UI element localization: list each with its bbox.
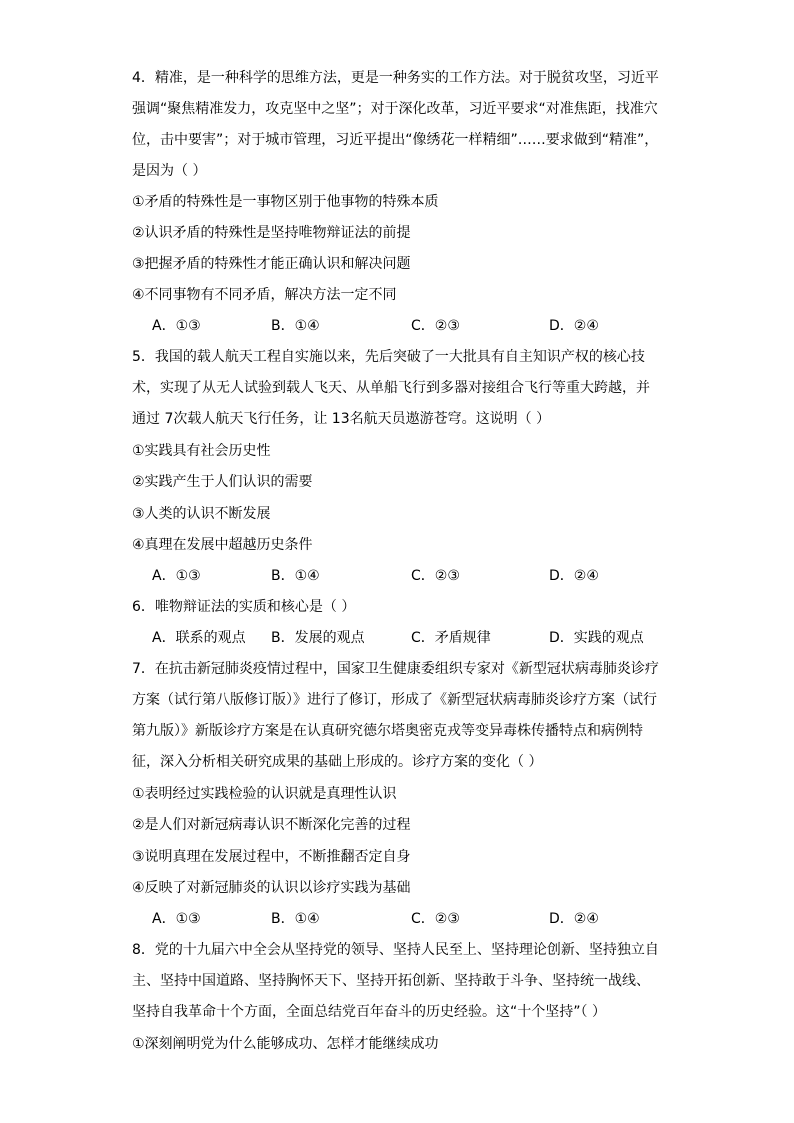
- q8-item-1: ①深刻阐明党为什么能够成功、怎样才能继续成功: [132, 1036, 439, 1052]
- q8-stem-line-3: 坚持自我革命十个方面，全面总结党百年奋斗的历史经验。这“十个坚持”（ ）: [132, 1004, 606, 1020]
- q4-item-1: ①矛盾的特殊性是一事物区别于他事物的特殊本质: [132, 194, 439, 210]
- q8-stem-line-2: 主、坚持中国道路、坚持胸怀天下、坚持开拓创新、坚持敢于斗争、坚持统一战线、: [132, 973, 650, 989]
- q4-item-3: ③把握矛盾的特殊性才能正确认识和解决问题: [132, 256, 411, 272]
- q6-option-c: C．矛盾规律: [411, 630, 491, 646]
- q5-option-b: B．①④: [271, 568, 320, 584]
- q4-item-2: ②认识矛盾的特殊性是坚持唯物辩证法的前提: [132, 225, 411, 241]
- q7-option-d: D．②④: [549, 911, 599, 927]
- q8-stem-line-1: 8．党的十九届六中全会从坚持党的领导、坚持人民至上、坚持理论创新、坚持独立自: [132, 942, 659, 958]
- q5-option-d: D．②④: [549, 568, 599, 584]
- q7-option-a: A．①③: [152, 911, 201, 927]
- q5-item-1: ①实践具有社会历史性: [132, 443, 271, 459]
- q5-item-2: ②实践产生于人们认识的需要: [132, 474, 313, 490]
- q7-item-1: ①表明经过实践检验的认识就是真理性认识: [132, 786, 397, 802]
- q4-option-a: A．①③: [152, 318, 201, 334]
- q4-stem-line-4: 是因为（ ）: [132, 163, 207, 179]
- q7-stem-line-1: 7．在抗击新冠肺炎疫情过程中，国家卫生健康委组织专家对《新型冠状病毒肺炎诊疗: [132, 661, 659, 677]
- q7-item-3: ③说明真理在发展过程中，不断推翻否定自身: [132, 849, 411, 865]
- q4-stem-line-3: 位，击中要害”；对于城市管理，习近平提出“像绣花一样精细”……要求做到“精准”，: [132, 132, 659, 148]
- q6-option-a: A．联系的观点: [152, 630, 246, 646]
- q4-item-4: ④不同事物有不同矛盾，解决方法一定不同: [132, 287, 397, 303]
- q5-item-4: ④真理在发展中超越历史条件: [132, 537, 313, 553]
- q5-stem-line-1: 5．我国的载人航天工程自实施以来，先后突破了一大批具有自主知识产权的核心技: [132, 349, 645, 365]
- q6-option-d: D．实践的观点: [549, 630, 644, 646]
- q4-stem-line-1: 4．精准，是一种科学的思维方法，更是一种务实的工作方法。对于脱贫攻坚，习近平: [132, 70, 659, 86]
- q5-option-c: C．②③: [411, 568, 460, 584]
- q4-option-c: C．②③: [411, 318, 460, 334]
- q7-option-c: C．②③: [411, 911, 460, 927]
- q5-item-3: ③人类的认识不断发展: [132, 506, 271, 522]
- q7-stem-line-4: 征，深入分析相关研究成果的基础上形成的。诊疗方案的变化（ ）: [132, 754, 543, 770]
- q7-stem-line-3: 第九版）》新版诊疗方案是在认真研究德尔塔奥密克戎等变异毒株传播特点和病例特: [132, 723, 643, 739]
- q4-stem-line-2: 强调“聚焦精准发力，攻克坚中之坚”；对于深化改革，习近平要求“对准焦距，找准穴: [132, 101, 658, 117]
- q7-item-2: ②是人们对新冠病毒认识不断深化完善的过程: [132, 817, 411, 833]
- q6-stem-line-1: 6．唯物辩证法的实质和核心是（ ）: [132, 599, 356, 615]
- q7-stem-line-2: 方案（试行第八版修订版）》进行了修订，形成了《新型冠状病毒肺炎诊疗方案（试行: [132, 692, 657, 708]
- q4-option-d: D．②④: [549, 318, 599, 334]
- q5-stem-line-2: 术，实现了从无人试验到载人飞天、从单船飞行到多器对接组合飞行等重大跨越，并: [132, 380, 650, 396]
- q6-option-b: B．发展的观点: [271, 630, 365, 646]
- q7-option-b: B．①④: [271, 911, 320, 927]
- q5-stem-line-3: 通过 7次载人航天飞行任务，让 13名航天员遨游苍穹。这说明（ ）: [132, 411, 551, 427]
- q5-option-a: A．①③: [152, 568, 201, 584]
- q4-option-b: B．①④: [271, 318, 320, 334]
- q7-item-4: ④反映了对新冠肺炎的认识以诊疗实践为基础: [132, 880, 411, 896]
